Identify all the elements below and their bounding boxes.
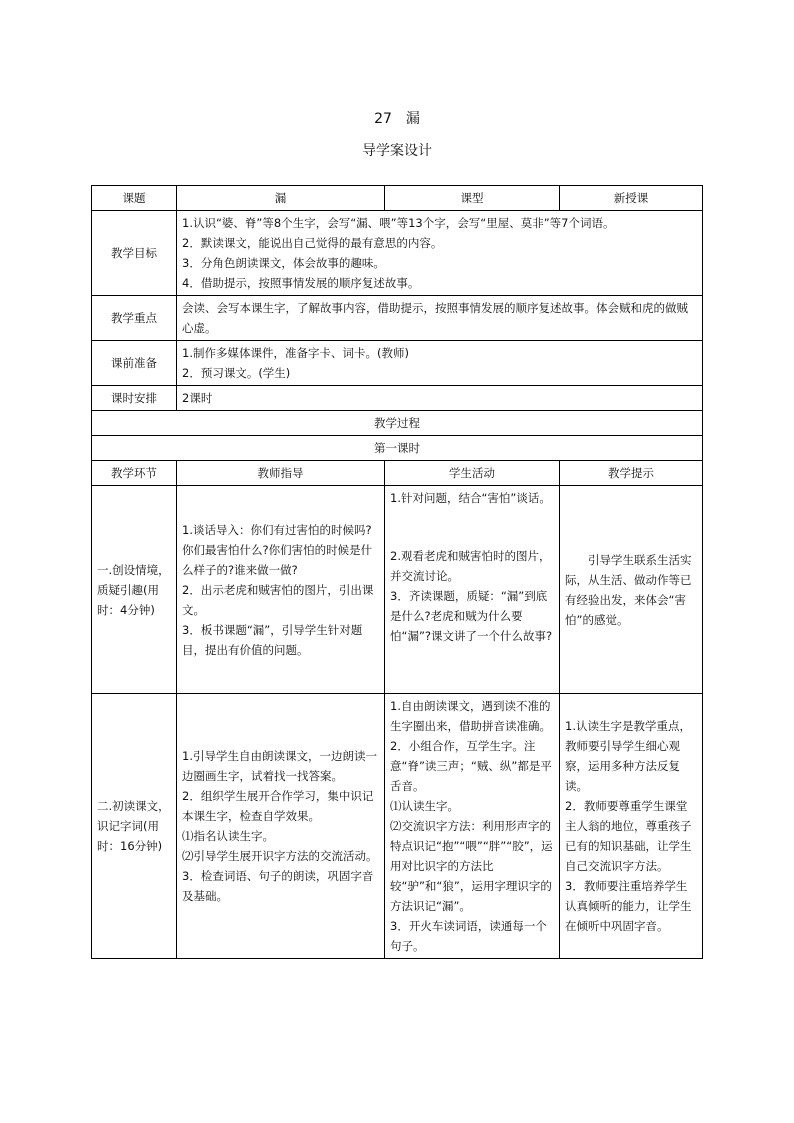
stage-cell: 二.初读课文，识记字词(用时：16分钟) xyxy=(92,694,177,959)
table-row xyxy=(92,436,703,461)
table-row xyxy=(92,296,703,341)
mubiao-label: 教学目标 xyxy=(92,211,177,296)
column-header: 教学环节 xyxy=(92,461,177,486)
column-header: 教师指导 xyxy=(177,461,385,486)
student-line: ⑵交流识字方法：利用形声字的特点识记“抱”“喂”“胖”“胶”，运用对比识字的方法比较“驴”和“狼”，运用字理识字的方法识记“漏”。 xyxy=(390,819,553,913)
teacher-line: 3．板书课题“漏”，引导学生针对题目，提出有价值的问题。 xyxy=(182,622,363,657)
student-line: 1.自由朗读课文，遇到读不准的生字圈出来，借助拼音读准确。 xyxy=(390,699,551,733)
teacher-line: ⑵引导学生展开识字方法的交流活动。 xyxy=(182,849,378,863)
tips-cell xyxy=(560,694,703,959)
student-line: ⑴认读生字。 xyxy=(390,799,459,813)
anpai-value: 2课时 xyxy=(177,386,703,411)
student-cell xyxy=(385,694,560,959)
table-row xyxy=(92,386,703,411)
tips-cell xyxy=(560,486,703,694)
lesson-plan-table xyxy=(91,185,703,959)
mubiao-line: 2．默读课文，能说出自己觉得的最有意思的内容。 xyxy=(182,236,443,250)
mubiao-line: 4．借助提示，按照事情发展的顺序复述故事。 xyxy=(182,276,420,290)
page-title: 27 漏 xyxy=(374,111,420,127)
mubiao-cell xyxy=(177,211,703,296)
teacher-line: 1.谈话导入：你们有过害怕的时候吗?你们最害怕什么?你们害怕的时候是什么样子的?谁来做一做? xyxy=(182,522,373,577)
stage-cell: 一.创设情境，质疑引趣(用时：4分钟) xyxy=(92,486,177,694)
student-line: 2．小组合作，互学生字。注意“脊”读三声；“贼、纵”都是平舌音。 xyxy=(390,739,552,793)
student-line: 1.针对问题，结合“害怕”谈话。 xyxy=(390,491,551,505)
keti-value: 漏 xyxy=(177,186,385,211)
zhunbei-cell xyxy=(177,341,703,386)
tips-line: 1.认读生字是教学重点，教师要引导学生细心观察，运用多种方法反复读。 xyxy=(565,719,691,793)
zhongdian-cell: 会读、会写本课生字，了解故事内容，借助提示，按照事情发展的顺序复述故事。体会贼和虎的做贼心虚。 xyxy=(177,296,703,341)
zhunbei-label: 课前准备 xyxy=(92,341,177,386)
table-row xyxy=(92,341,703,386)
teacher-line: 3．检查词语、句子的朗读，巩固字音及基础。 xyxy=(182,869,374,903)
teacher-line: ⑴指名认读生字。 xyxy=(182,829,274,843)
page-subtitle: 导学案设计 xyxy=(362,143,432,159)
student-line: 3．开火车读词语，读通每一个句子。 xyxy=(390,919,547,953)
column-header: 教学提示 xyxy=(560,461,703,486)
teacher-line: 1.引导学生自由朗读课文，一边朗读一边圈画生字，试着找一找答案。 xyxy=(182,749,377,783)
zhunbei-line: 2．预习课文。(学生) xyxy=(182,366,291,380)
student-line: 3．齐读课题，质疑：“漏”到底是什么?老虎和贼为什么要怕“漏”?课文讲了一个什么故事? xyxy=(390,589,553,643)
table-row xyxy=(92,411,703,436)
table-row xyxy=(92,486,703,694)
table-row xyxy=(92,694,703,959)
table-row xyxy=(92,186,703,211)
tips-line: 2．教师要尊重学生课堂主人翁的地位，尊重孩子已有的知识基础，让学生自己交流识字方法。 xyxy=(565,799,692,873)
process-heading: 教学过程 xyxy=(92,411,703,436)
table-row xyxy=(92,461,703,486)
anpai-label: 课时安排 xyxy=(92,386,177,411)
teacher-cell xyxy=(177,486,385,694)
kexing-label: 课型 xyxy=(385,186,560,211)
student-cell xyxy=(385,486,560,694)
zhunbei-line: 1.制作多媒体课件，准备字卡、词卡。(教师) xyxy=(182,346,409,360)
mubiao-line: 3．分角色朗读课文，体会故事的趣味。 xyxy=(182,256,385,270)
teacher-line: 2．出示老虎和贼害怕的图片，引出课文。 xyxy=(182,582,374,617)
keti-label: 课题 xyxy=(92,186,177,211)
table-row xyxy=(92,211,703,296)
mubiao-line: 1.认识“婆、脊”等8个生字，会写“漏、喂”等13个字，会写“里屋、莫非”等7个词语。 xyxy=(182,216,615,230)
tips-line: 引导学生联系生活实际，从生活、做动作等已有经验出发，来体会“害怕”的感觉。 xyxy=(565,552,692,627)
session-heading: 第一课时 xyxy=(92,436,703,461)
kexing-value: 新授课 xyxy=(560,186,703,211)
student-line: 2.观看老虎和贼害怕时的图片，并交流讨论。 xyxy=(390,549,551,583)
tips-line: 3．教师要注重培养学生认真倾听的能力，让学生在倾听中巩固字音。 xyxy=(565,879,692,933)
teacher-line: 2．组织学生展开合作学习，集中识记本课生字，检查自学效果。 xyxy=(182,789,374,823)
teacher-cell xyxy=(177,694,385,959)
zhongdian-label: 教学重点 xyxy=(92,296,177,341)
column-header: 学生活动 xyxy=(385,461,560,486)
